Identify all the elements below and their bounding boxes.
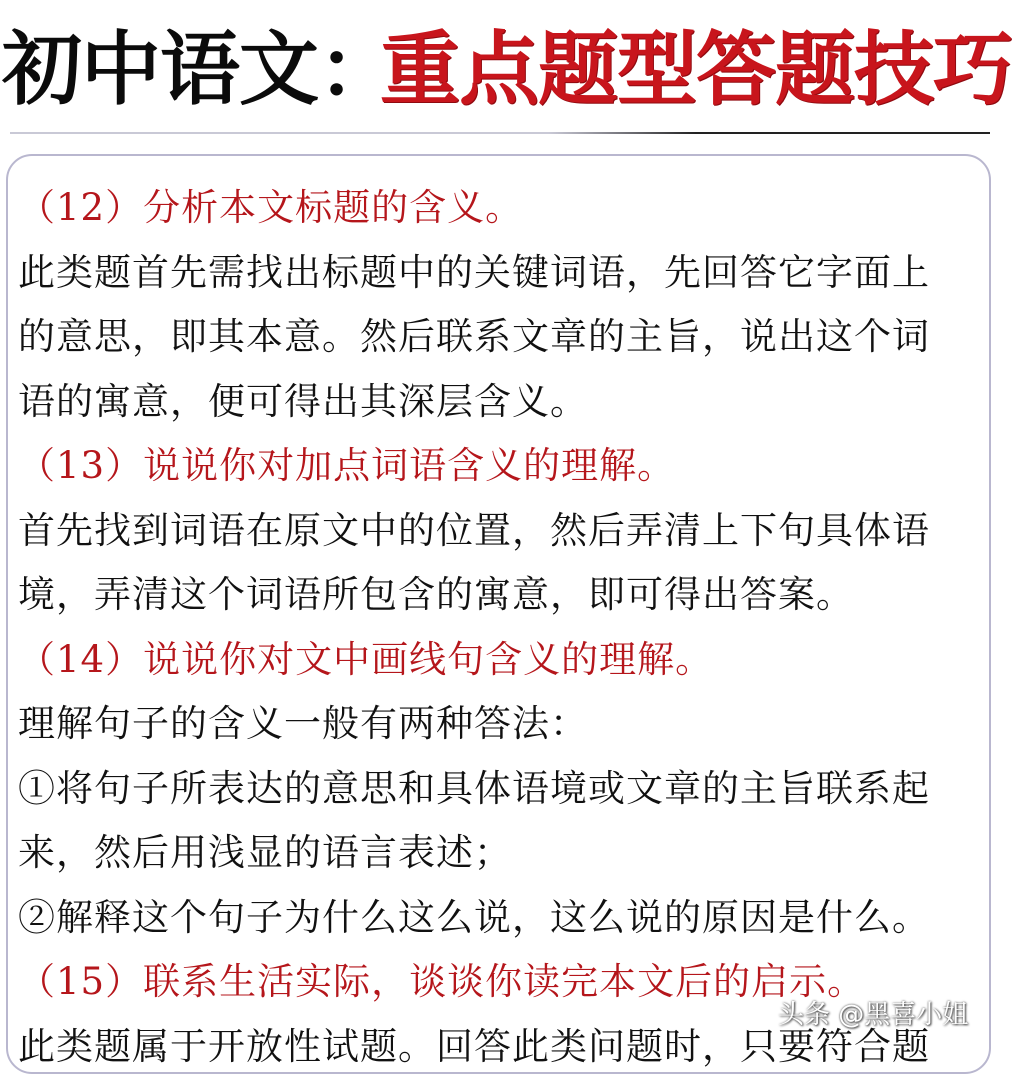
title-topic: 重点题型答题技巧 bbox=[380, 22, 1012, 118]
answer-12-line-2: 的意思，即其本意。然后联系文章的主旨，说出这个词 bbox=[18, 305, 983, 370]
header-divider bbox=[10, 132, 990, 134]
answer-13-line-2: 境，弄清这个词语所包含的寓意，即可得出答案。 bbox=[18, 563, 983, 628]
answer-14-line-1: 理解句子的含义一般有两种答法： bbox=[18, 692, 983, 757]
answer-15-line-1: 此类题属于开放性试题。回答此类问题时，只要符合题 bbox=[18, 1015, 983, 1079]
title-subject: 初中语文： bbox=[2, 22, 397, 118]
answer-12-line-3: 语的寓意，便可得出其深层含义。 bbox=[18, 370, 983, 435]
question-14-heading: （14）说说你对文中画线句含义的理解。 bbox=[18, 628, 983, 693]
answer-14-line-3: 来，然后用浅显的语言表述； bbox=[18, 821, 983, 886]
question-13-heading: （13）说说你对加点词语含义的理解。 bbox=[18, 434, 983, 499]
question-12-heading: （12）分析本文标题的含义。 bbox=[18, 176, 983, 241]
page-header bbox=[0, 0, 1003, 120]
answer-14-line-4: ②解释这个句子为什么这么说，这么说的原因是什么。 bbox=[18, 886, 983, 951]
question-15-heading: （15）联系生活实际，谈谈你读完本文后的启示。 bbox=[18, 950, 983, 1015]
answer-14-line-2: ①将句子所表达的意思和具体语境或文章的主旨联系起 bbox=[18, 757, 983, 822]
answer-12-line-1: 此类题首先需找出标题中的关键词语，先回答它字面上 bbox=[18, 241, 983, 306]
watermark: 头条 @黑喜小姐 bbox=[778, 994, 968, 1031]
content-body bbox=[18, 176, 983, 1079]
answer-13-line-1: 首先找到词语在原文中的位置，然后弄清上下句具体语 bbox=[18, 499, 983, 564]
